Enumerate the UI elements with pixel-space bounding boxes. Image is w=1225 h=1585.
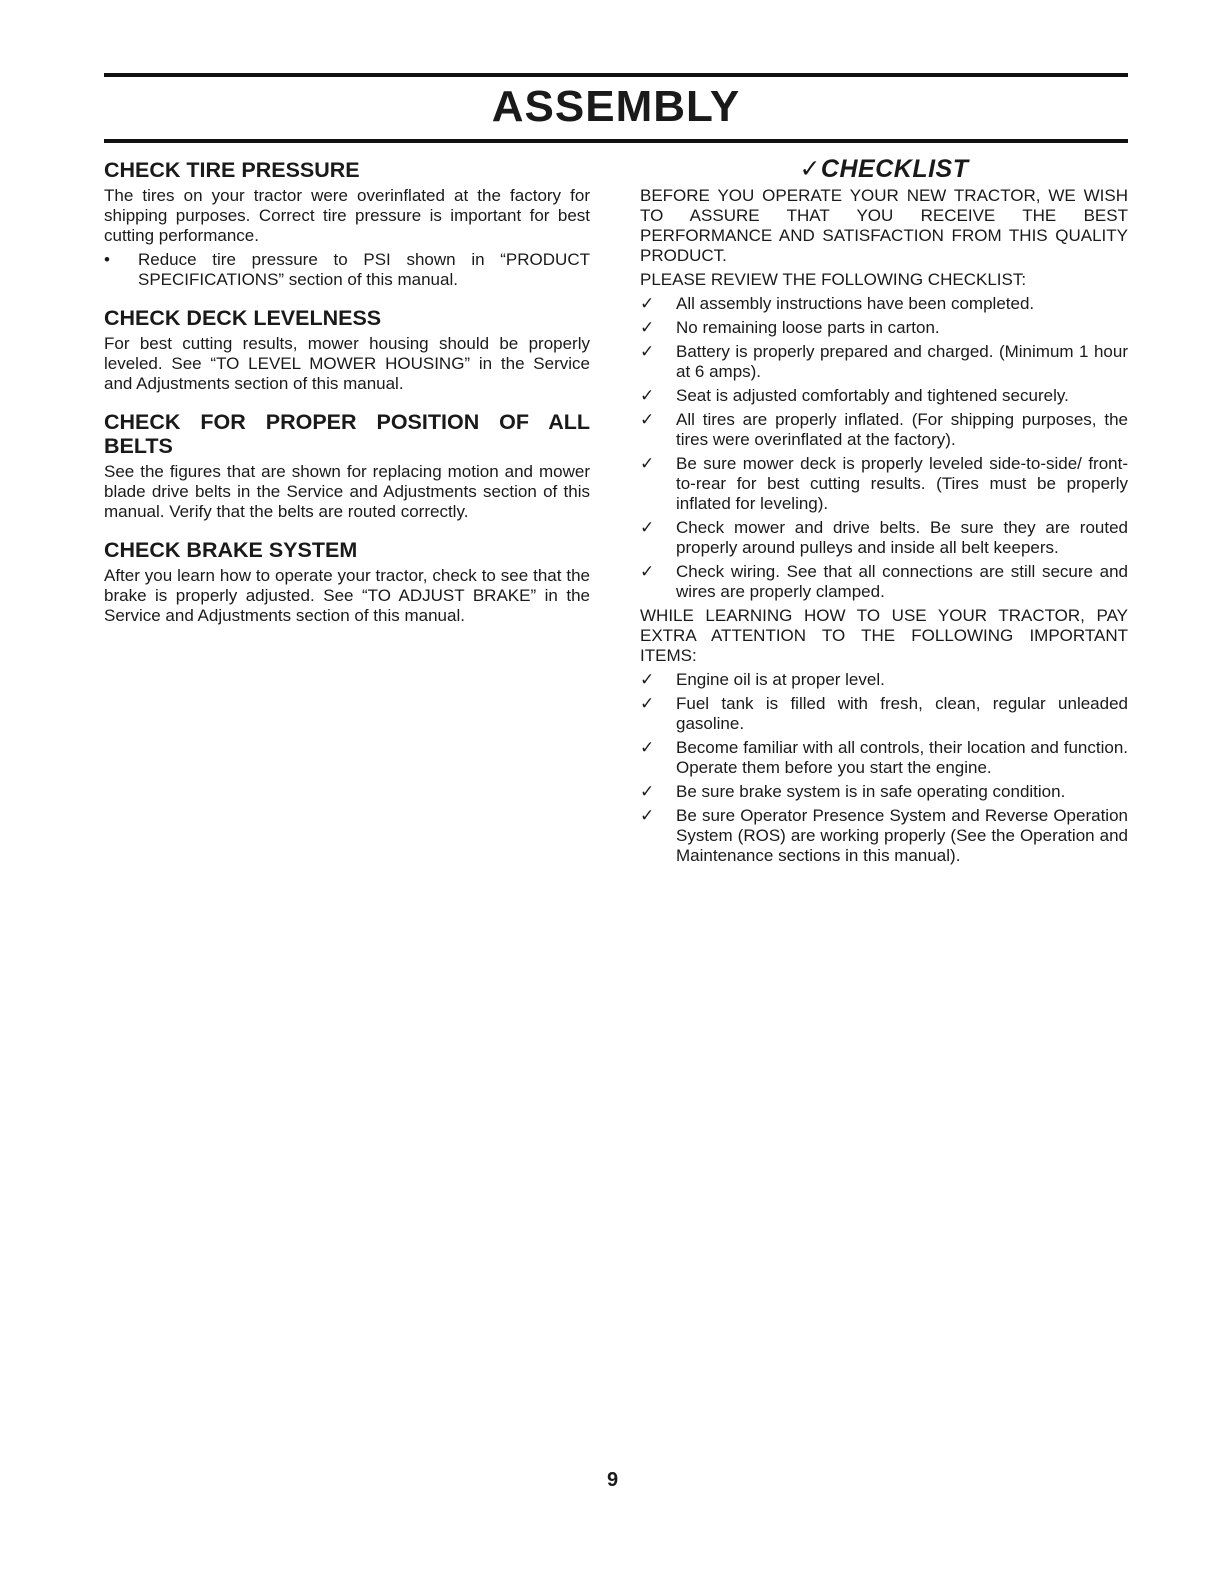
checklist-attention-items	[640, 670, 1128, 866]
checkmark-icon: ✓	[640, 294, 655, 313]
section-paragraph: See the figures that are shown for replacing motion and mower blade drive belts in the Service and Adjustments section of this manual. Verify that the belts are routed correctly.	[104, 462, 590, 521]
checkmark-icon: ✓	[640, 562, 655, 581]
header-rule-bottom	[104, 139, 1128, 143]
checklist-item-text: Check wiring. See that all connections are still secure and wires are properly clamped.	[676, 562, 1128, 601]
checklist-item-text: Be sure Operator Presence System and Reverse Operation System (ROS) are working properly (See the Operation and Maintenance sections in this manual).	[676, 806, 1128, 865]
checklist-item	[640, 294, 1128, 314]
section-heading: CHECK TIRE PRESSURE	[104, 158, 360, 182]
checklist-item	[640, 738, 1128, 778]
header-rule-top	[104, 73, 1128, 77]
checkmark-icon: ✓	[640, 386, 655, 405]
left-column	[104, 158, 590, 642]
bullet-item	[104, 250, 590, 290]
checklist-item	[640, 562, 1128, 602]
section-heading: CHECK BRAKE SYSTEM	[104, 538, 358, 562]
checkmark-icon: ✓	[640, 806, 655, 825]
checklist-item	[640, 410, 1128, 450]
section-heading: CHECK FOR PROPER POSITION OF ALL BELTS	[104, 410, 590, 458]
section-paragraph: After you learn how to operate your tractor, check to see that the brake is properly adjusted. See “TO ADJUST BRAKE” in the Service and Adjustments section of this manual.	[104, 566, 590, 625]
section-heading: CHECK DECK LEVELNESS	[104, 306, 382, 330]
checklist-item-text: All assembly instructions have been completed.	[676, 294, 1035, 313]
section-check-belts	[104, 410, 590, 522]
bullet-text: Reduce tire pressure to PSI shown in “PRODUCT SPECIFICATIONS” section of this manual.	[138, 250, 590, 289]
checkmark-icon: ✓	[640, 694, 655, 713]
bullet-dot-icon: •	[104, 250, 110, 269]
checkmark-icon: ✓	[640, 454, 655, 473]
checklist-item-text: Engine oil is at proper level.	[676, 670, 885, 689]
section-paragraph: The tires on your tractor were overinflated at the factory for shipping purposes. Correct tire pressure is important for best cutting performance.	[104, 186, 590, 245]
page-title: ASSEMBLY	[491, 82, 741, 131]
checklist-item	[640, 806, 1128, 866]
checklist-item-text: Check mower and drive belts. Be sure they are routed properly around pulleys and inside all belt keepers.	[676, 518, 1128, 557]
section-check-brake-system	[104, 538, 590, 626]
checklist-item	[640, 518, 1128, 558]
checkmark-icon: ✓	[640, 318, 655, 337]
checklist-review-label: PLEASE REVIEW THE FOLLOWING CHECKLIST:	[640, 270, 1027, 289]
section-paragraph: For best cutting results, mower housing should be properly leveled. See “TO LEVEL MOWER HOUSING” in the Service and Adjustments section of this manual.	[104, 334, 590, 393]
checklist-item-text: Fuel tank is filled with fresh, clean, regular unleaded gasoline.	[676, 694, 1128, 733]
checklist-item	[640, 342, 1128, 382]
checklist-item-text: Seat is adjusted comfortably and tightened securely.	[676, 386, 1069, 405]
checklist-item	[640, 670, 1128, 690]
checkmark-icon: ✓	[640, 518, 655, 537]
checkmark-icon: ✓	[640, 738, 655, 757]
checklist-intro: BEFORE YOU OPERATE YOUR NEW TRACTOR, WE WISH TO ASSURE THAT YOU RECEIVE THE BEST PERFORMANCE AND SATISFACTION FROM THIS QUALITY PRODUCT.	[640, 186, 1128, 265]
section-check-tire-pressure	[104, 158, 590, 290]
checklist-item-text: All tires are properly inflated. (For shipping purposes, the tires were overinflated at the factory).	[676, 410, 1128, 449]
checklist-attention-label: WHILE LEARNING HOW TO USE YOUR TRACTOR, PAY EXTRA ATTENTION TO THE FOLLOWING IMPORTANT ITEMS:	[640, 606, 1128, 665]
section-check-deck-levelness	[104, 306, 590, 394]
checkmark-icon: ✓	[640, 670, 655, 689]
checklist-item	[640, 318, 1128, 338]
checklist-item	[640, 386, 1128, 406]
checkmark-icon: ✓	[640, 782, 655, 801]
checkmark-icon: ✓	[640, 410, 655, 429]
right-column	[640, 155, 1128, 870]
checklist-item	[640, 782, 1128, 802]
checklist-item-text: Battery is properly prepared and charged. (Minimum 1 hour at 6 amps).	[676, 342, 1128, 381]
checklist-item-text: No remaining loose parts in carton.	[676, 318, 940, 337]
checkmark-icon: ✓	[640, 342, 655, 361]
page-number: 9	[606, 1469, 619, 1491]
checklist-item-text: Be sure mower deck is properly leveled side-to-side/ front-to-rear for best cutting results. (Tires must be properly inflated for leveling).	[676, 454, 1128, 513]
checklist-item-text: Become familiar with all controls, their location and function. Operate them before you start the engine.	[676, 738, 1128, 777]
checklist-item	[640, 694, 1128, 734]
checklist-item	[640, 454, 1128, 514]
checklist-items	[640, 294, 1128, 602]
checklist-item-text: Be sure brake system is in safe operating condition.	[676, 782, 1066, 801]
checklist-title: ✓CHECKLIST	[799, 155, 969, 183]
